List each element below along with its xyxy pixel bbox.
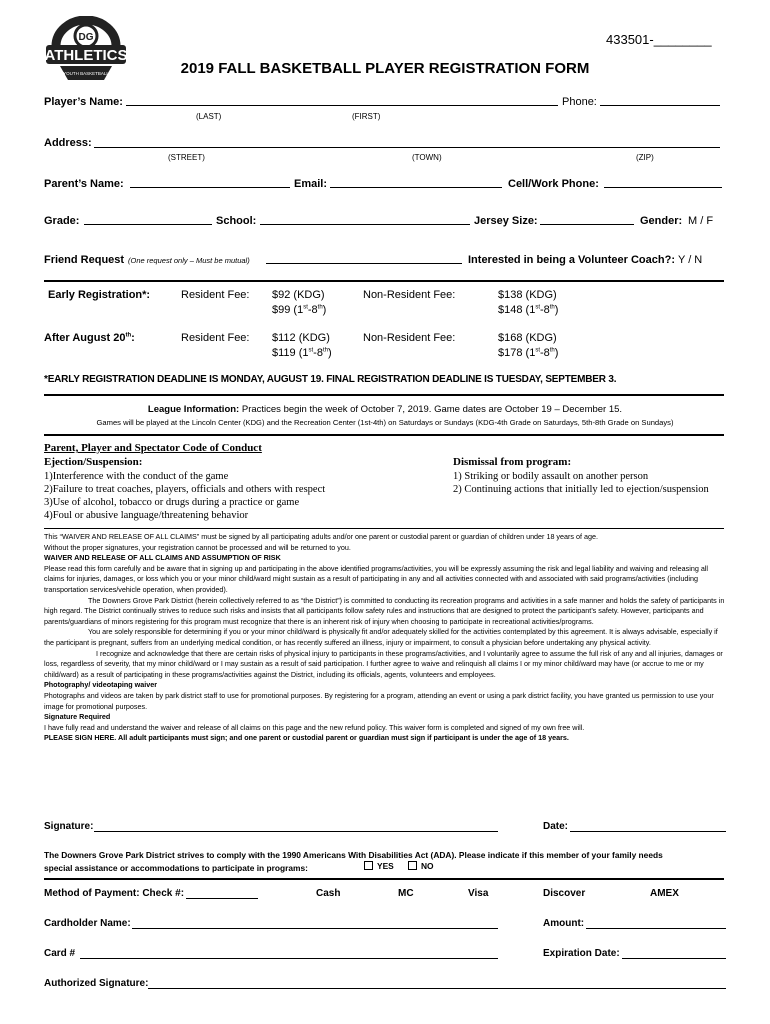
ejection-title: Ejection/Suspension:: [44, 456, 143, 468]
jersey-size-label: Jersey Size:: [474, 215, 538, 227]
school-field[interactable]: [260, 213, 470, 225]
cardholder-field[interactable]: [132, 917, 498, 929]
payment-method-label: Method of Payment: Check #:: [44, 888, 185, 899]
early-registration-label: Early Registration*:: [48, 289, 151, 301]
deadline-notice: *EARLY REGISTRATION DEADLINE IS MONDAY, AUGUST 19. FINAL REGISTRATION DEADLINE IS TUESDAY, SEPTEMBER 3.: [44, 374, 617, 385]
dismissal-item: 1) Striking or bodily assault on another person: [453, 471, 649, 482]
ejection-item: 1)Interference with the conduct of the game: [44, 471, 229, 482]
early-resident-label: Resident Fee:: [181, 289, 250, 301]
after-resident-kdg: $112 (KDG): [272, 332, 330, 344]
early-resident-kdg: $92 (KDG): [272, 289, 325, 301]
dismissal-list: [453, 470, 709, 496]
signature-field[interactable]: [94, 820, 498, 832]
payment-visa[interactable]: Visa: [468, 888, 489, 899]
player-name-label: Player’s Name:: [44, 96, 123, 108]
first-caption: (FIRST): [352, 112, 381, 121]
photo-waiver-text: Photographs and videos are taken by park district staff to use for promotional purposes. By registering for a program, attending an event or using a park district facility, you have granted us permission to use your image for promotional purposes.: [44, 690, 714, 711]
photo-waiver-heading: Photography/ videotaping waiver: [44, 680, 158, 690]
after-registration-label: After August 20th:: [44, 332, 135, 344]
waiver-paragraph: You are solely responsible for determining if you or your minor child/ward is physically fit and/or adequately skilled for the activities contemplated by this agreement. It is always advisable, especially if the participant is pregnant, suffers from an underlying medical condition, or has recently suffered an illness, injury or impairment, to consult a physician before undertaking any physical activity.: [44, 627, 718, 647]
gender-label: Gender:: [640, 215, 683, 227]
ada-yes-option[interactable]: YES: [364, 861, 394, 871]
waiver-paragraph: The Downers Grove Park District (herein collectively referred to as “the District”) is committed to conducting its recreation programs and activities in a safe manner and holds the safety of participants in high regard. The District continually strives to reduce such risks and insists that all participants follow safety rules and instructions that are designed to protect the participant’s safety. However, participants and parents/guardians of minors registering for this program must recognize that there is an inherent risk of injury when choosing to participate in recreational activities/programs.: [44, 595, 725, 626]
street-caption: (STREET): [168, 153, 205, 162]
school-label: School:: [216, 215, 257, 227]
payment-top-rule: [44, 878, 724, 880]
address-label: Address:: [44, 137, 92, 149]
signature-label: Signature:: [44, 821, 94, 832]
league-info: League Information: Practices begin the week of October 7, 2019. Game dates are October 19 – December 15.: [147, 404, 623, 415]
ada-no-option[interactable]: NO: [408, 861, 434, 871]
friend-request-label: Friend Request: [44, 254, 125, 266]
logo-main: ATHLETICS: [44, 47, 128, 64]
ejection-list: [44, 470, 325, 522]
phone-label: Phone:: [562, 96, 597, 108]
card-number-label: Card #: [44, 948, 76, 959]
conduct-bottom-rule: [44, 528, 724, 529]
ejection-item: 3)Use of alcohol, tobacco or drugs during a practice or game: [44, 497, 300, 508]
league-top-rule: [44, 394, 724, 396]
ada-notice: The Downers Grove Park District strives to comply with the 1990 Americans With Disabilities Act (ADA). Please indicate if this member of your family needs: [44, 850, 663, 860]
email-label: Email:: [294, 178, 328, 190]
address-field[interactable]: [94, 136, 720, 148]
cell-phone-field[interactable]: [604, 176, 722, 188]
expiration-label: Expiration Date:: [543, 948, 620, 959]
amount-label: Amount:: [543, 918, 585, 929]
after-nonresident-label: Non-Resident Fee:: [363, 332, 456, 344]
dismissal-item: 2) Continuing actions that initially led to ejection/suspension: [453, 484, 709, 495]
waiver-heading: WAIVER AND RELEASE OF ALL CLAIMS AND ASSUMPTION OF RISK: [44, 553, 281, 563]
no-checkbox[interactable]: [408, 861, 417, 870]
grade-label: Grade:: [44, 215, 80, 227]
logo-bottom: YOUTH BASKETBALL: [63, 71, 109, 76]
after-resident-grades: $119 (1st-8th): [272, 347, 332, 359]
friend-request-note: (One request only – Must be mutual): [128, 256, 250, 265]
league-games: Games will be played at the Lincoln Center (KDG) and the Recreation Center (1st-4th) on Saturdays or Sundays (KDG-4th Grade on Saturdays, 5th-8th Grade on Sundays): [96, 418, 674, 427]
volunteer-options[interactable]: Y / N: [678, 254, 703, 266]
sign-here-notice: PLEASE SIGN HERE. All adult participants must sign; and one parent or custodial parent or guardian must sign if participant is under the age of 18 years.: [44, 733, 569, 743]
waiver-paragraph: Please read this form carefully and be aware that in signing up and participating in the above identified programs/activities, you will be expressly assuming the risk and legal liability and waiving and releasing all claims for injuries, damages, or loss which you or your minor child/ward might sustain as a result of participating in any and all activities connected with and associated with said programs/activities (including transportation services/vehicle operation, when provided).: [44, 563, 709, 594]
jersey-size-field[interactable]: [540, 213, 634, 225]
grade-field[interactable]: [84, 213, 212, 225]
town-caption: (TOWN): [412, 153, 442, 162]
payment-cash[interactable]: Cash: [316, 888, 341, 899]
volunteer-label: Interested in being a Volunteer Coach?:: [468, 254, 675, 266]
signature-required-heading: Signature Required: [44, 712, 111, 722]
signature-required-text: I have fully read and understand the waiver and release of all claims on this page and the new refund policy. This waiver form is completed and signed of my own free will.: [44, 722, 585, 732]
yes-checkbox[interactable]: [364, 861, 373, 870]
email-field[interactable]: [330, 176, 502, 188]
cell-phone-label: Cell/Work Phone:: [508, 178, 599, 190]
form-number: 433501-________: [606, 32, 712, 47]
ejection-item: 2)Failure to treat coaches, players, officials and others with respect: [44, 484, 326, 495]
payment-amex[interactable]: AMEX: [650, 888, 679, 899]
early-nonresident-grades: $148 (1st-8th): [498, 304, 559, 316]
player-name-field[interactable]: [126, 94, 558, 106]
amount-field[interactable]: [586, 917, 726, 929]
logo-badge: DG: [78, 32, 94, 43]
date-field[interactable]: [570, 820, 726, 832]
conduct-title: Parent, Player and Spectator Code of Conduct: [44, 442, 262, 454]
expiration-field[interactable]: [622, 947, 726, 959]
friend-request-field[interactable]: [266, 252, 462, 264]
card-number-field[interactable]: [80, 947, 498, 959]
parent-name-label: Parent’s Name:: [44, 178, 124, 190]
waiver-text: [44, 532, 728, 744]
payment-mc[interactable]: MC: [398, 888, 414, 899]
date-label: Date:: [543, 821, 569, 832]
early-nonresident-kdg: $138 (KDG): [498, 289, 557, 301]
early-nonresident-label: Non-Resident Fee:: [363, 289, 456, 301]
early-resident-grades: $99 (1st-8th): [272, 304, 327, 316]
waiver-intro-2: Without the proper signatures, your registration cannot be processed and will be returned to you.: [44, 542, 351, 552]
after-resident-label: Resident Fee:: [181, 332, 250, 344]
waiver-paragraph: I recognize and acknowledge that there are certain risks of physical injury to participants in these programs/activities, and I voluntarily agree to assume the full risk of any and all injuries, damages or loss, regardless of severity, that my minor child/ward or I may sustain as a result of said participation. I further agree to waive and relinquish all claims I or my minor child/ward may have (or accrue to me or my child/ward) as a result of participating in these programs/activities against the District, including its officials, agents, volunteers and employees.: [44, 648, 723, 679]
cardholder-label: Cardholder Name:: [44, 918, 131, 929]
zip-caption: (ZIP): [636, 153, 654, 162]
payment-discover[interactable]: Discover: [543, 888, 586, 899]
gender-options[interactable]: M / F: [688, 215, 714, 227]
last-caption: (LAST): [196, 112, 222, 121]
check-number-field[interactable]: [186, 887, 258, 899]
after-nonresident-kdg: $168 (KDG): [498, 332, 557, 344]
authorized-signature-label: Authorized Signature:: [44, 978, 149, 989]
fees-top-rule: [44, 280, 724, 282]
league-bottom-rule: [44, 434, 724, 436]
dismissal-title: Dismissal from program:: [453, 456, 572, 468]
ada-question: special assistance or accommodations to participate in programs:: [44, 863, 308, 873]
after-nonresident-grades: $178 (1st-8th): [498, 347, 559, 359]
waiver-intro: This “WAIVER AND RELEASE OF ALL CLAIMS” must be signed by all participating adults and/or one parent or custodial parent or guardian of children under 18 years of age.: [44, 532, 598, 541]
ejection-item: 4)Foul or abusive language/threatening behavior: [44, 510, 249, 521]
phone-field[interactable]: [600, 94, 720, 106]
authorized-signature-field[interactable]: [148, 977, 726, 989]
parent-name-field[interactable]: [130, 176, 290, 188]
page-title: 2019 FALL BASKETBALL PLAYER REGISTRATION FORM: [180, 60, 590, 77]
athletics-logo: [44, 16, 128, 88]
